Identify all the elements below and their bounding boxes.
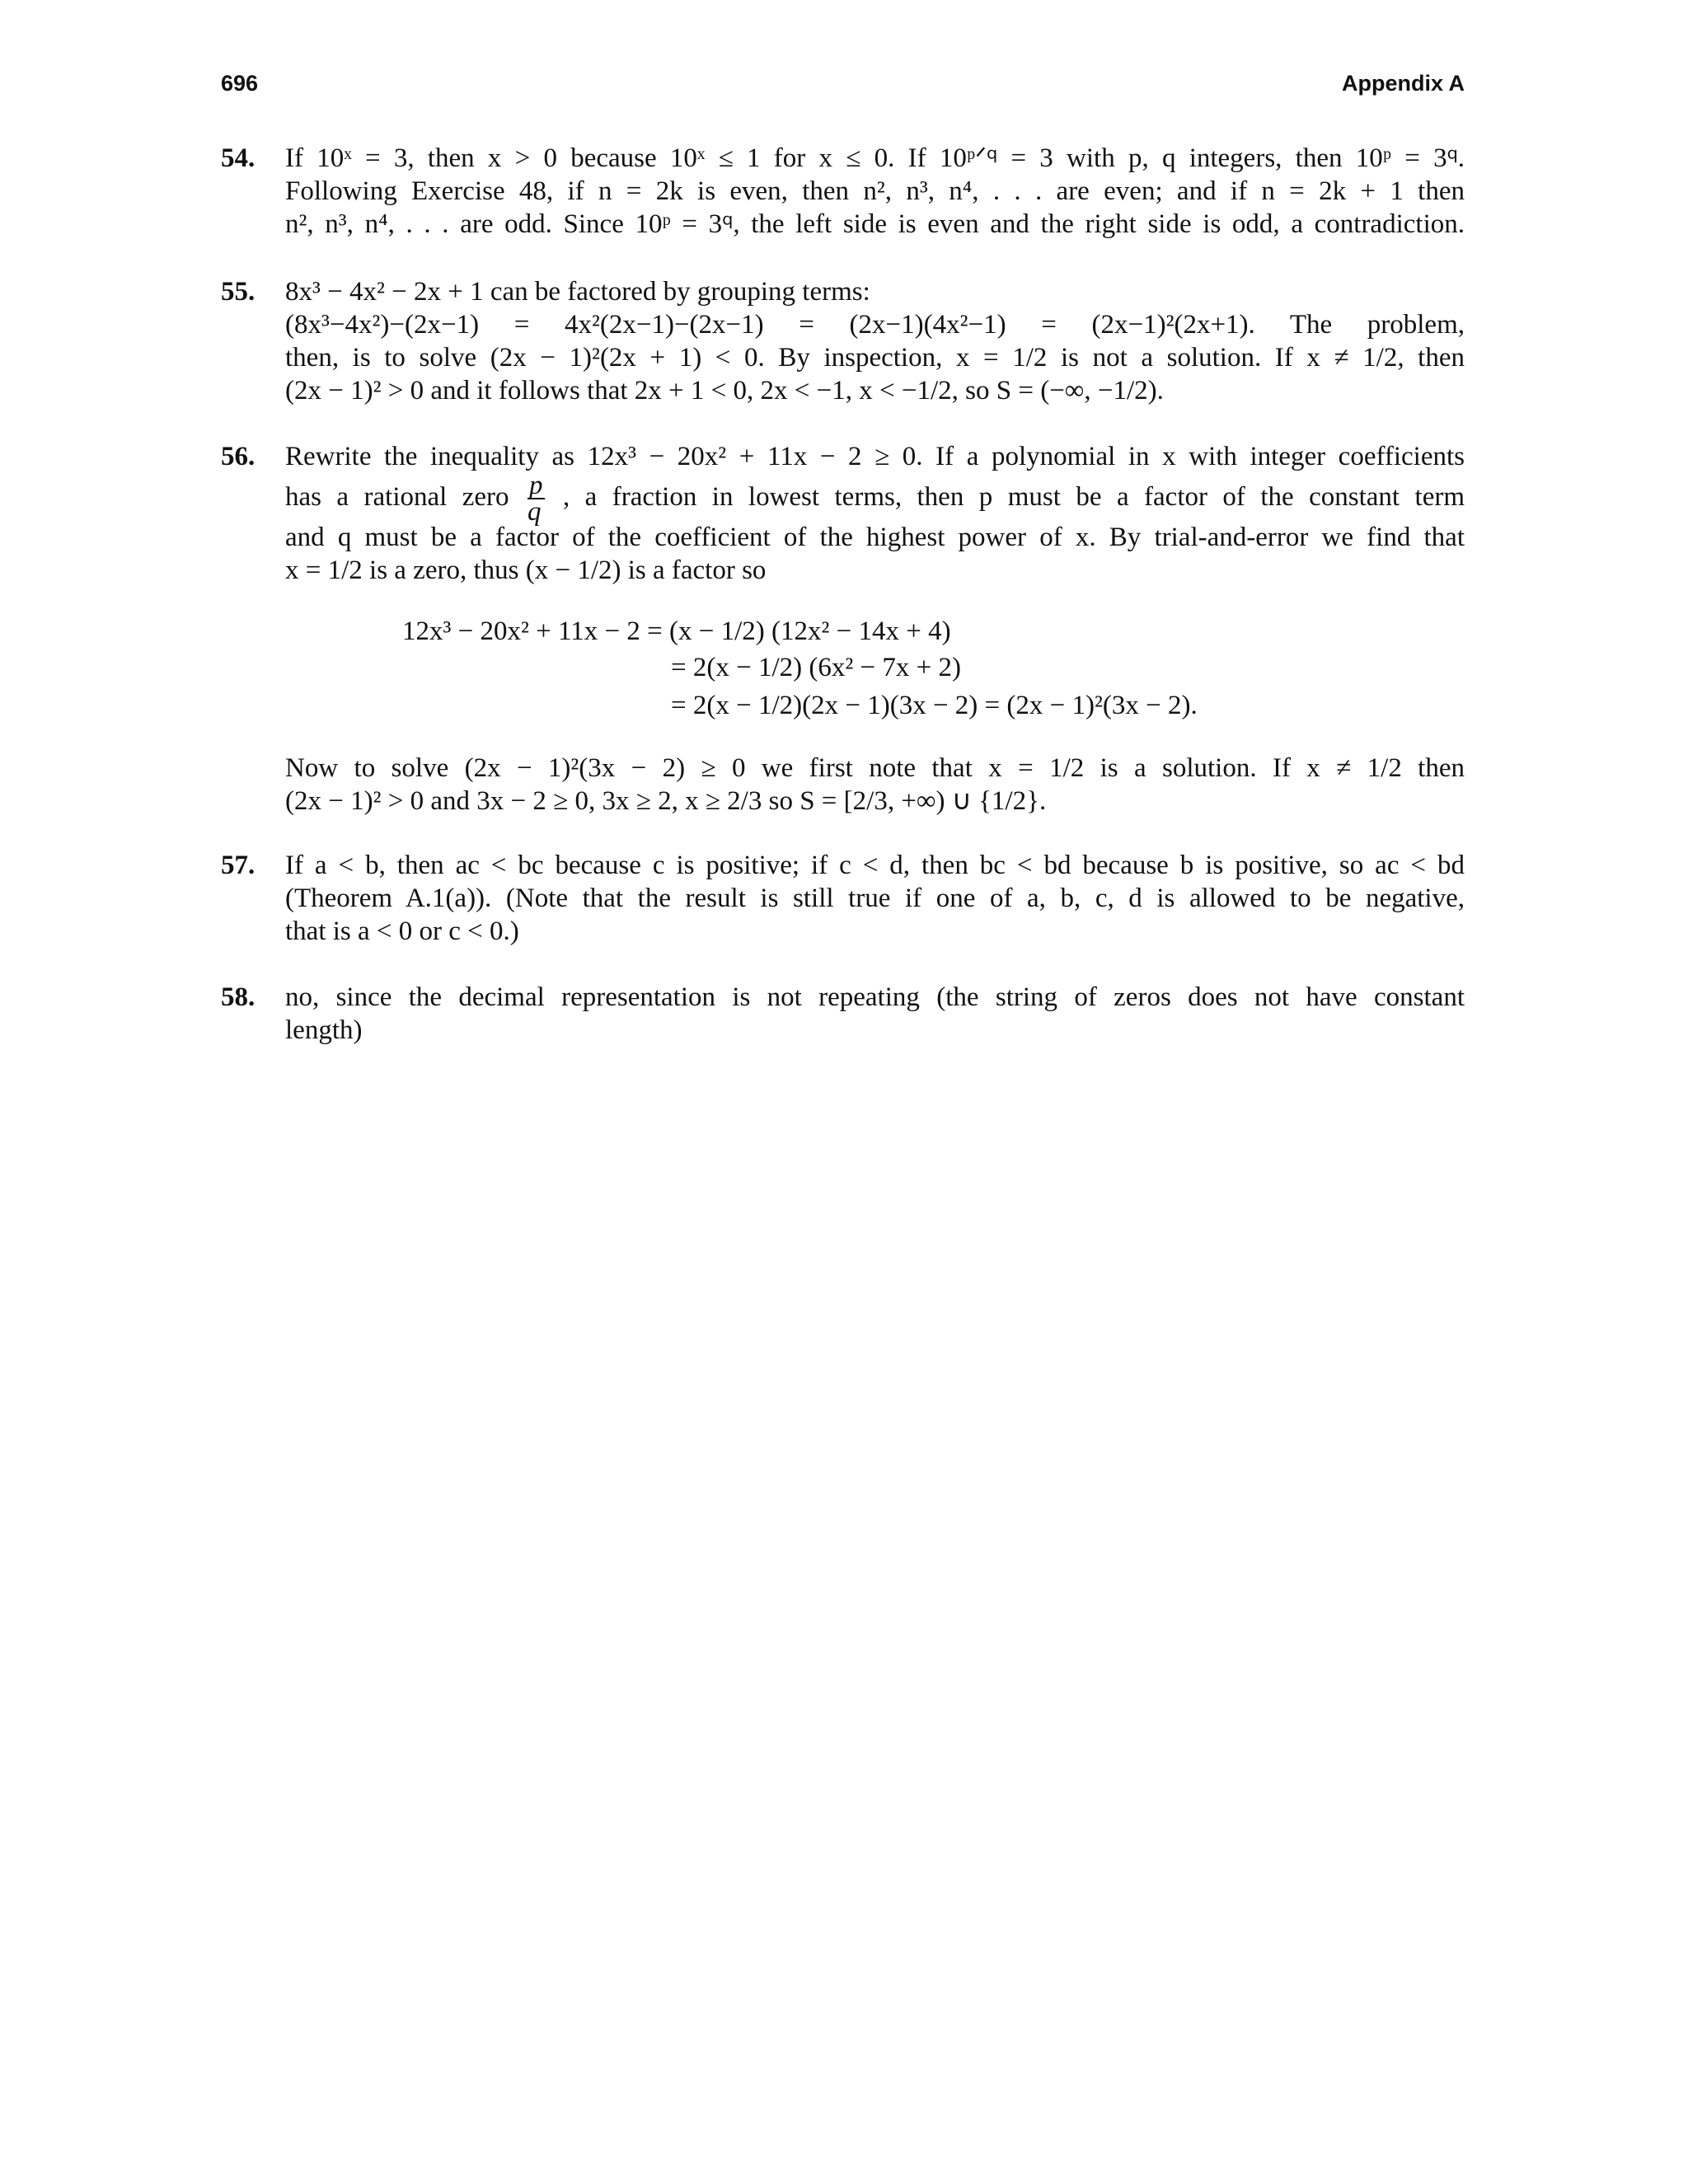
exercise-line: length)	[285, 1015, 363, 1045]
equation-row: 12x³ − 20x² + 11x − 2 = (x − 1/2) (12x² − 14x + 4)	[402, 616, 951, 646]
exercise-line: Now to solve (2x − 1)²(3x − 2) ≥ 0 we first note that x = 1/2 is a solution. If x ≠ 1/2 then	[285, 753, 1465, 783]
section-title: Appendix A	[1341, 71, 1465, 96]
exercise-line: (2x − 1)² > 0 and it follows that 2x + 1 < 0, 2x < −1, x < −1/2, so S = (−∞, −1/2).	[285, 376, 1164, 405]
exercise-number: 58.	[221, 982, 256, 1012]
exercise-line: and q must be a factor of the coefficient of the highest power of x. By trial-and-error we find that	[285, 523, 1465, 552]
exercise-line: (8x³−4x²)−(2x−1) = 4x²(2x−1)−(2x−1) = (2x−1)(4x²−1) = (2x−1)²(2x+1). The problem,	[285, 310, 1465, 340]
exercise-number: 57.	[221, 851, 256, 880]
page-number: 696	[221, 71, 259, 96]
exercise-54	[221, 142, 1465, 241]
equation-row: = 2(x − 1/2) (6x² − 7x + 2)	[671, 653, 961, 682]
fraction-denominator: q	[528, 497, 542, 527]
equation-row: = 2(x − 1/2)(2x − 1)(3x − 2) = (2x − 1)²(3x − 2).	[671, 691, 1198, 720]
fraction-p-over-q	[528, 471, 545, 527]
exercise-number: 55.	[221, 277, 256, 307]
exercise-line: Rewrite the inequality as 12x³ − 20x² + 11x − 2 ≥ 0. If a polynomial in x with integer coefficients	[285, 442, 1465, 471]
exercise-line: Following Exercise 48, if n = 2k is even, then n², n³, n⁴, . . . are even; and if n = 2k + 1 then	[285, 176, 1465, 206]
exercise-56-continuation	[221, 752, 1465, 818]
exercise-line: n², n³, n⁴, . . . are odd. Since 10ᵖ = 3𐞥, the left side is even and the right side is odd, a contradiction.	[285, 209, 1465, 239]
exercise-line: If a < b, then ac < bc because c is positive; if c < d, then bc < bd because b is positive, so ac < bd	[285, 851, 1465, 880]
exercise-line-with-fraction	[285, 471, 1465, 527]
exercise-line: If 10ˣ = 3, then x > 0 because 10ˣ ≤ 1 for x ≤ 0. If 10ᵖᐟ𐞥 = 3 with p, q integers, then 10ᵖ = 3𐞥.	[285, 143, 1465, 173]
fraction-numerator: p	[529, 471, 543, 501]
exercise-line: x = 1/2 is a zero, thus (x − 1/2) is a factor so	[285, 555, 767, 585]
exercise-line: (2x − 1)² > 0 and 3x − 2 ≥ 0, 3x ≥ 2, x ≥ 2/3 so S = [2/3, +∞) ∪ {1/2}.	[285, 786, 1047, 816]
exercise-line: that is a < 0 or c < 0.)	[285, 916, 519, 946]
exercise-line: then, is to solve (2x − 1)²(2x + 1) < 0. By inspection, x = 1/2 is not a solution. If x ≠ 1/2, then	[285, 343, 1465, 373]
fraction-trail-text: , a fraction in lowest terms, then p must be a factor of the constant term	[562, 482, 1465, 512]
exercise-58	[221, 981, 1465, 1047]
exercise-line: 8x³ − 4x² − 2x + 1 can be factored by grouping terms:	[285, 277, 870, 307]
exercise-56	[221, 440, 1465, 587]
exercise-number: 56.	[221, 442, 256, 471]
exercise-line: no, since the decimal representation is not repeating (the string of zeros does not have constant	[285, 982, 1465, 1012]
fraction-lead-text: has a rational zero	[285, 482, 509, 512]
exercise-57	[221, 849, 1465, 948]
exercise-number: 54.	[221, 143, 256, 173]
exercise-line: (Theorem A.1(a)). (Note that the result is still true if one of a, b, c, d is allowed to be negative,	[285, 883, 1465, 913]
exercise-55	[221, 275, 1465, 407]
